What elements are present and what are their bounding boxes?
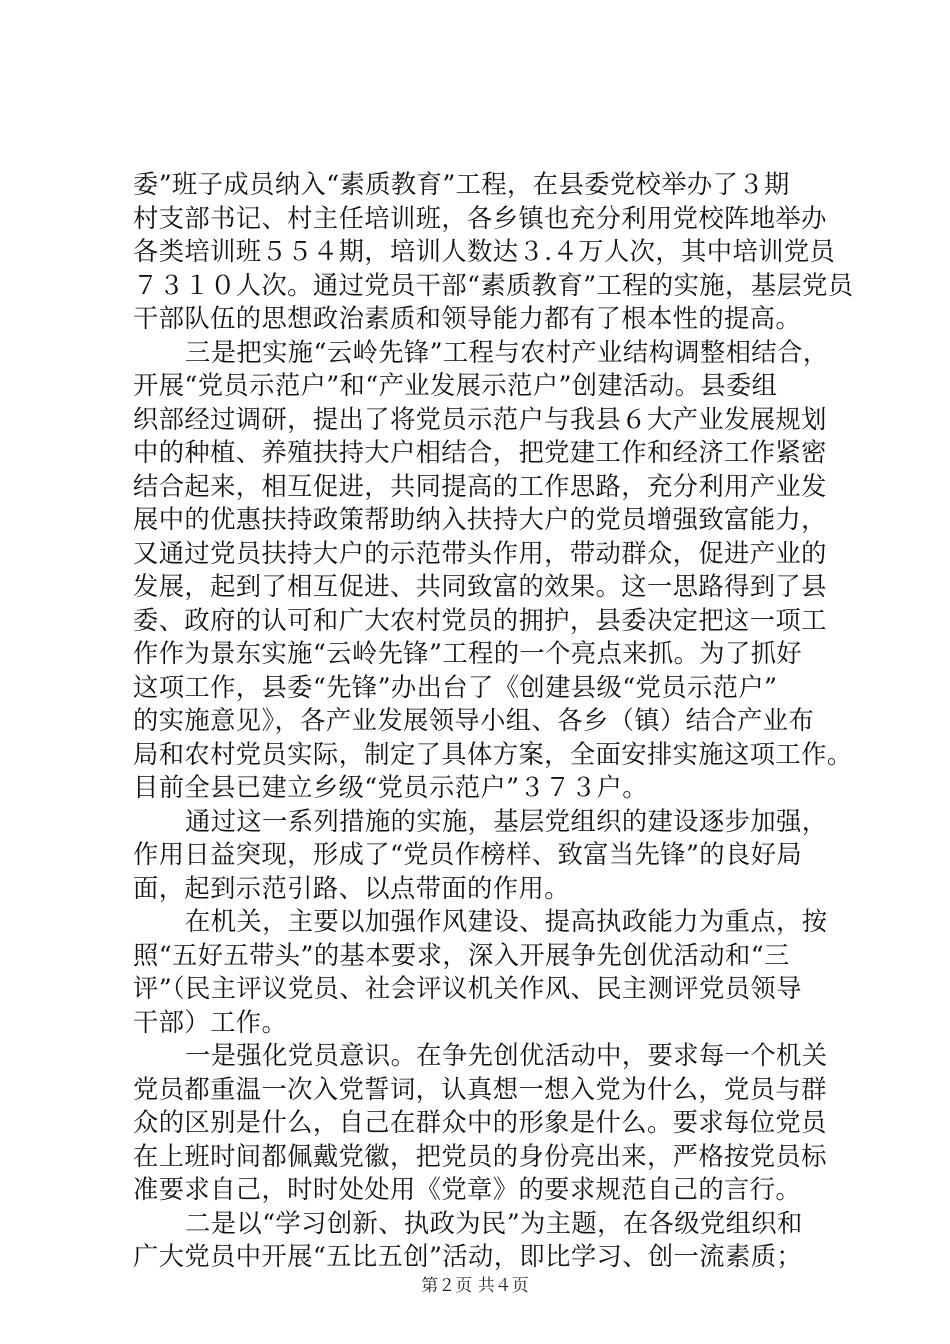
text-line: 广大党员中开展“五比五创”活动，即比学习、创一流素质； (133, 1242, 803, 1271)
text-line: 干部）工作。 (133, 1007, 288, 1037)
text-line: 开展“党员示范户”和“产业发展示范户”创建活动。县委组 (133, 371, 778, 400)
text-line: 作用日益突现，形成了“党员作榜样、致富当先锋”的良好局 (133, 840, 803, 869)
text-line: 的实施意见》，各产业发展领导小组、各乡（镇）结合产业布 (133, 706, 815, 735)
paragraph-start-line: 三是把实施“云岭先锋”工程与农村产业结构调整相结合， (185, 337, 829, 367)
text-line: 准要求自己，时时处处用《党章》的要求规范自己的言行。 (133, 1175, 802, 1204)
text-line: 中的种植、养殖扶持大户相结合，把党建工作和经济工作紧密 (133, 438, 827, 467)
text-line: 村支部书记、村主任培训班，各乡镇也充分利用党校阵地举办 (133, 203, 827, 233)
paragraph-start-line: 通过这一系列措施的实施，基层党组织的建设逐步加强， (185, 806, 828, 836)
text-line: 评”（民主评议党员、社会评议机关作风、民主测评党员领导 (133, 974, 802, 1003)
text-line: 在上班时间都佩戴党徽，把党员的身份亮出来，严格按党员标 (133, 1141, 827, 1171)
text-line: 结合起来，相互促进，共同提高的工作思路，充分利用产业发 (133, 471, 827, 501)
text-line: 照“五好五带头”的基本要求，深入开展争先创优活动和“三 (133, 940, 790, 970)
paragraph-start-line: 二是以“学习创新、执政为民”为主题，在各级党组织和 (185, 1208, 803, 1238)
text-line: 局和农村党员实际，制定了具体方案，全面安排实施这项工作。 (133, 739, 853, 769)
text-line: ７３１０人次。通过党员干部“素质教育”工程的实施，基层党员 (133, 270, 854, 300)
page-number-footer: 第２页 共４页 (421, 1276, 529, 1296)
document-body (133, 168, 854, 1274)
text-line: 这项工作，县委“先锋”办出台了《创建县级“党员示范户” (133, 672, 778, 702)
text-line: 委、政府的认可和广大农村党员的拥护，县委决定把这一项工 (133, 605, 827, 635)
paragraph-start-line: 在机关，主要以加强作风建设、提高执政能力为重点，按 (185, 907, 828, 936)
text-line: 发展，起到了相互促进、共同致富的效果。这一思路得到了县 (133, 572, 827, 601)
text-line: 党员都重温一次入党誓词，认真想一想入党为什么，党员与群 (133, 1074, 827, 1104)
text-line: 又通过党员扶持大户的示范带头作用，带动群众，促进产业的 (133, 538, 827, 568)
text-line: 干部队伍的思想政治素质和领导能力都有了根本性的提高。 (133, 304, 802, 333)
text-line: 目前全县已建立乡级“党员示范户”３７３户。 (133, 773, 648, 802)
text-line: 众的区别是什么，自己在群众中的形象是什么。要求每位党员 (133, 1108, 827, 1137)
text-line: 作作为景东实施“云岭先锋”工程的一个亮点来抓。为了抓好 (133, 639, 803, 668)
text-line: 面，起到示范引路、以点带面的作用。 (133, 873, 570, 903)
text-line: 织部经过调研，提出了将党员示范户与我县６大产业发展规划 (133, 404, 827, 434)
paragraph-start-line: 一是强化党员意识。在争先创优活动中，要求每一个机关 (185, 1041, 828, 1070)
text-line: 展中的优惠扶持政策帮助纳入扶持大户的党员增强致富能力， (133, 505, 827, 534)
text-line: 各类培训班５５４期，培训人数达３.４万人次，其中培训党员 (133, 237, 836, 266)
text-line: 委”班子成员纳入“素质教育”工程，在县委党校举办了３期 (133, 170, 790, 199)
